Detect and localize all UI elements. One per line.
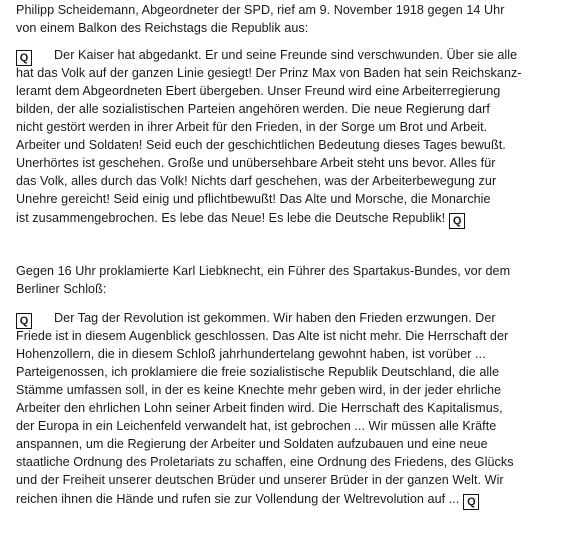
quote-line: Stämme umfassen soll, in der es keine Knechte mehr geben wird, in der jeder ehrliche	[16, 383, 502, 397]
intro-line: Gegen 16 Uhr proklamierte Karl Liebknecht, ein Führer des Spartakus-Bundes, vor dem	[16, 264, 511, 278]
quote-line	[16, 490, 479, 510]
quote-line: leramt dem Abgeordneten Ebert übergeben. Unser Freund wird eine Arbeiterregierung	[16, 84, 501, 98]
quote-line: Hohenzollern, die in diesem Schloß jahrhundertelang gewohnt haben, ist vorüber ...	[16, 347, 486, 361]
quote-start-icon: Q	[16, 313, 32, 329]
quote-text: Der Kaiser hat abgedankt. Er und seine Freunde sind verschwunden. Über sie alle	[54, 48, 518, 62]
quote-line: das Volk, alles durch das Volk! Nichts darf geschehen, was der Arbeiterbewegung zur	[16, 174, 497, 188]
quote-line: Arbeiter den ehrlichen Lohn seiner Arbeit finden wird. Die Herrschaft des Kapitalismus,	[16, 401, 503, 415]
quote-line	[16, 46, 517, 66]
quote-line	[16, 209, 465, 229]
quote-text: Der Tag der Revolution ist gekommen. Wir haben den Frieden erzwungen. Der	[54, 311, 496, 325]
quote-line: der Europa in ein Leichenfeld verwandelt hat, ist gebrochen ... Wir müssen alle Kräfte	[16, 419, 497, 433]
quote-line: und der Freiheit unserer deutschen Brüder und unserer Brüder in der ganzen Welt. Wir	[16, 473, 504, 487]
intro-line: Berliner Schloß:	[16, 282, 107, 296]
quote-line: bilden, der alle sozialistischen Parteien angehören werden. Die neue Regierung darf	[16, 102, 490, 116]
quote-line: Parteigenossen, ich proklamiere die freie sozialistische Republik Deutschland, die alle	[16, 365, 500, 379]
quote-end-icon: Q	[463, 494, 479, 510]
quote-line: staatliche Ordnung des Proletariats zu schaffen, eine Ordnung des Friedens, des Glücks	[16, 455, 514, 469]
quote-line: hat das Volk auf der ganzen Linie gesiegt! Der Prinz Max von Baden hat sein Reichskanz-	[16, 66, 522, 80]
quote-text: ist zusammengebrochen. Es lebe das Neue! Es lebe die Deutsche Republik!	[16, 211, 446, 225]
quote-line: Friede ist in diesem Augenblick geschlossen. Das Alte ist nicht mehr. Die Herrschaft der	[16, 329, 509, 343]
intro-line: von einem Balkon des Reichstags die Republik aus:	[16, 21, 309, 35]
quote-line: Arbeiter und Soldaten! Seid euch der geschichtlichen Bedeutung dieses Tages bewußt.	[16, 138, 506, 152]
quote-line: Unerhörtes ist geschehen. Große und unübersehbare Arbeit steht uns bevor. Alles für	[16, 156, 496, 170]
quote-line: anspannen, um die Regierung der Arbeiter und Soldaten aufzubauen und eine neue	[16, 437, 488, 451]
quote-end-icon: Q	[449, 213, 465, 229]
quote-text: reichen ihnen die Hände und rufen sie zur Vollendung der Weltrevolution auf ...	[16, 492, 460, 506]
quote-line	[16, 309, 496, 329]
quote-start-icon: Q	[16, 50, 32, 66]
quote-line: Unehre gereicht! Seid einig und pflichtbewußt! Das Alte und Morsche, die Monarchie	[16, 192, 491, 206]
quote-line: nicht gestört werden in ihrer Arbeit für den Frieden, in der Sorge um Brot und Arbeit.	[16, 120, 488, 134]
intro-line: Philipp Scheidemann, Abgeordneter der SPD, rief am 9. November 1918 gegen 14 Uhr	[16, 3, 505, 17]
